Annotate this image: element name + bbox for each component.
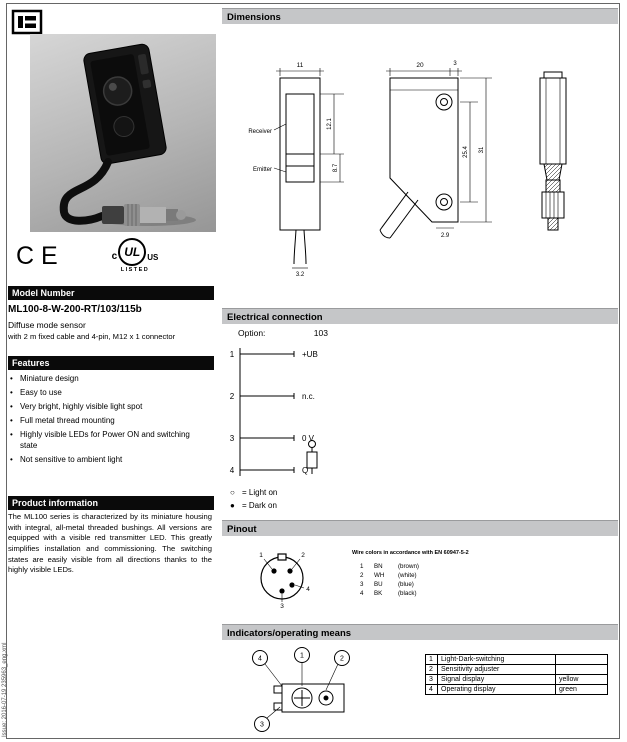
dim-receiver-label: Receiver — [248, 129, 272, 135]
dimensions-header: Dimensions — [222, 8, 618, 24]
pinout-pin-2: 2 — [301, 552, 305, 559]
option-value: 103 — [313, 328, 328, 338]
table-row — [426, 655, 608, 665]
indicator-value: green — [556, 685, 608, 695]
feature-item: • Very bright, highly visible light spot — [8, 402, 208, 413]
ul-circle — [118, 238, 146, 266]
dim-3: 3 — [453, 61, 457, 67]
dark-on-symbol: ● — [230, 501, 235, 510]
pinout-pin-3: 3 — [280, 603, 284, 610]
option-label: Option: — [238, 328, 266, 338]
pin-4-label: Q — [302, 466, 309, 475]
pinout-diagram — [250, 544, 314, 610]
indicator-label: Light-Dark-switching — [438, 655, 556, 665]
wire-row — [360, 571, 419, 580]
wire-row — [360, 562, 419, 571]
indicator-num: 2 — [426, 665, 438, 675]
dim-front-width: 11 — [296, 62, 304, 69]
wire-color: (white) — [398, 572, 417, 579]
pin-1-number: 1 — [229, 350, 235, 359]
feature-item: • Highly visible LEDs for Power ON and switching state — [8, 430, 208, 451]
indicators-section — [222, 642, 618, 738]
wire-code: WH — [374, 572, 385, 579]
wire-pin: 2 — [360, 572, 364, 579]
ul-letters: UL — [124, 245, 141, 259]
pin-2-label: n.c. — [302, 392, 315, 401]
indicators-header: Indicators/operating means — [222, 624, 618, 640]
wire-pin: 4 — [360, 590, 364, 597]
dim-25-4: 25.4 — [463, 146, 469, 158]
wire-color: (black) — [398, 590, 417, 597]
sensor-photo-illustration — [30, 34, 216, 232]
dark-on-text: = Dark on — [242, 501, 277, 510]
dim-side-width: 20 — [416, 62, 424, 69]
dim-8-7: 8.7 — [333, 163, 339, 173]
pinout-header: Pinout — [222, 520, 618, 536]
switching-legend — [230, 486, 277, 512]
indicator-value — [556, 655, 608, 665]
certification-marks — [14, 238, 214, 282]
legend-light-on — [230, 486, 277, 499]
dim-emitter-label: Emitter — [252, 167, 272, 173]
model-number-header: Model Number — [8, 286, 214, 300]
manufacturer-logo — [11, 9, 43, 35]
wire-colors-note: Wire colors in accordance with EN 60947-5-2 — [352, 550, 469, 556]
indicator-value — [556, 665, 608, 675]
indicator-label: Sensitivity adjuster — [438, 665, 556, 675]
light-on-symbol: ○ — [230, 488, 235, 497]
product-type: Diffuse mode sensor — [8, 320, 86, 330]
indicators-drawing — [238, 644, 388, 740]
ul-c-label: c — [111, 251, 118, 262]
wire-pin: 1 — [360, 563, 364, 570]
wire-code: BK — [374, 590, 383, 597]
product-info-header: Product information — [8, 496, 214, 510]
wire-color-list — [360, 562, 419, 598]
issue-side-text: Issue: 2016-07-19 235963_eng.xml — [2, 642, 8, 737]
pin-1-label: +UB — [302, 350, 318, 359]
feature-item: • Not sensitive to ambient light — [8, 455, 208, 466]
dim-31: 31 — [479, 146, 485, 154]
electrical-connection-section — [222, 326, 618, 516]
connection-diagram — [224, 344, 454, 484]
wire-code: BN — [374, 563, 383, 570]
pin-2-number: 2 — [229, 392, 235, 401]
features-list — [8, 374, 208, 469]
wire-row — [360, 589, 419, 598]
pinout-pin-4: 4 — [306, 586, 310, 593]
ce-mark: CE — [16, 242, 65, 270]
light-on-text: = Light on — [242, 488, 278, 497]
callout-2: 2 — [340, 655, 344, 663]
callout-4: 4 — [258, 655, 262, 663]
table-row — [426, 685, 608, 695]
electrical-connection-header: Electrical connection — [222, 308, 618, 324]
feature-item: • Miniature design — [8, 374, 208, 385]
wire-color: (brown) — [398, 563, 419, 570]
dim-cable-dia: 3.2 — [295, 272, 305, 278]
model-number: ML100-8-W-200-RT/103/115b — [8, 304, 142, 315]
legend-dark-on — [230, 499, 277, 512]
product-info-text: The ML100 series is characterized by its miniature housing with integral, all-metal threaded bushings. All versions are equipped with a visible red transmitter LED. This greatly simplifies installation and commissioning. The switching states are easily visible from all directions thanks to the highly visible LEDs. — [8, 512, 212, 575]
wire-row — [360, 580, 419, 589]
ul-mark — [98, 238, 172, 273]
dimensions-drawing — [222, 26, 618, 302]
option-row — [238, 328, 328, 338]
dim-12-1: 12.1 — [327, 118, 333, 130]
wire-pin: 3 — [360, 581, 364, 588]
pin-3-label: 0 V — [302, 434, 315, 443]
indicators-table — [425, 654, 608, 695]
indicator-label: Signal display — [438, 675, 556, 685]
indicator-label: Operating display — [438, 685, 556, 695]
callout-3: 3 — [260, 721, 264, 729]
table-row — [426, 675, 608, 685]
ul-listed-label: LISTED — [120, 267, 150, 273]
table-row — [426, 665, 608, 675]
callout-1: 1 — [300, 652, 304, 660]
pinout-section — [222, 538, 618, 622]
indicator-num: 1 — [426, 655, 438, 665]
feature-item: • Easy to use — [8, 388, 208, 399]
features-header: Features — [8, 356, 214, 370]
indicator-num: 3 — [426, 675, 438, 685]
ul-us-label: US — [147, 253, 159, 262]
dim-2-9: 2.9 — [440, 233, 450, 239]
indicator-value: yellow — [556, 675, 608, 685]
indicator-num: 4 — [426, 685, 438, 695]
product-photo — [30, 34, 216, 232]
feature-item: • Full metal thread mounting — [8, 416, 208, 427]
wire-color: (blue) — [398, 581, 414, 588]
product-description: with 2 m fixed cable and 4-pin, M12 x 1 connector — [8, 332, 176, 341]
pin-3-number: 3 — [229, 434, 235, 443]
wire-code: BU — [374, 581, 383, 588]
pin-4-number: 4 — [229, 466, 235, 475]
pinout-pin-1: 1 — [259, 552, 263, 559]
